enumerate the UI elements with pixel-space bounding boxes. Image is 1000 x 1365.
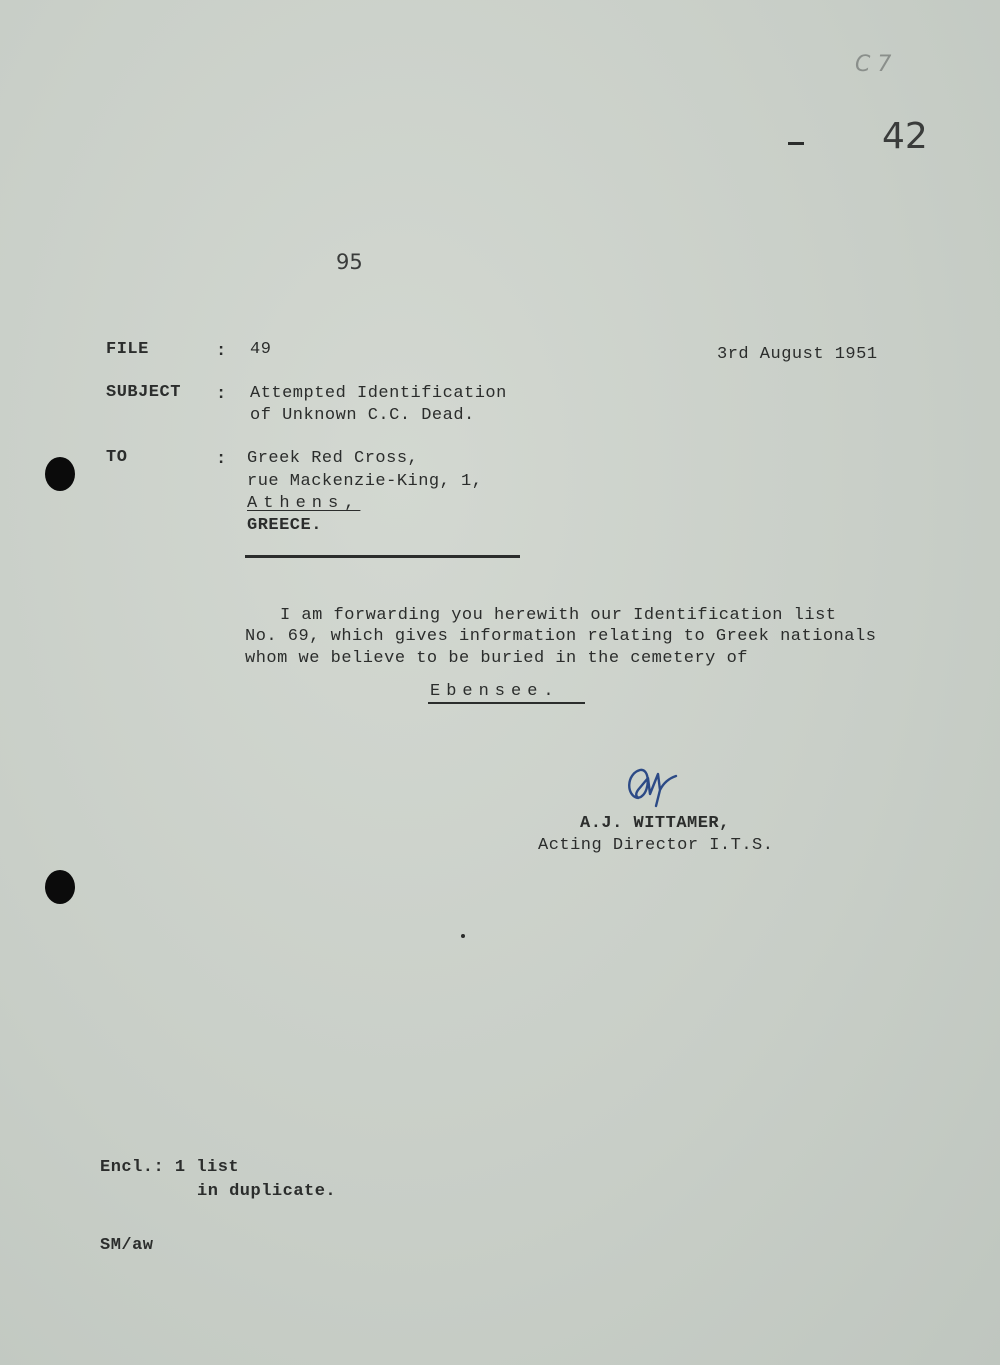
to-separator: :	[216, 450, 227, 469]
signatory-title: Acting Director I.T.S.	[538, 836, 774, 855]
file-separator: :	[216, 342, 227, 361]
punch-hole-top	[45, 457, 75, 491]
to-label: TO	[106, 448, 128, 467]
enclosure-line-1: Encl.: 1 list	[100, 1158, 240, 1177]
letter-date: 3rd August 1951	[717, 345, 878, 364]
subject-label: SUBJECT	[106, 383, 181, 402]
body-line-2: No. 69, which gives information relating to Greek nationals	[245, 627, 877, 646]
file-label: FILE	[106, 340, 149, 359]
address-city: Athens,	[247, 494, 361, 513]
place-underline	[428, 702, 585, 704]
address-line-1: Greek Red Cross,	[247, 449, 419, 468]
corner-note: C 7	[855, 52, 892, 77]
body-line-3: whom we believe to be buried in the cemetery of	[245, 649, 748, 668]
reference-initials: SM/aw	[100, 1236, 154, 1255]
address-rule	[245, 555, 520, 558]
subject-line-2: of Unknown C.C. Dead.	[250, 406, 475, 425]
enclosure-line-2: in duplicate.	[197, 1182, 337, 1201]
signatory-name: A.J. WITTAMER,	[580, 814, 730, 833]
subject-line-1: Attempted Identification	[250, 384, 507, 403]
folio-number: 42	[882, 116, 928, 157]
punch-hole-bottom	[45, 870, 75, 904]
ink-dot	[461, 934, 465, 938]
folio-dash	[788, 142, 804, 145]
file-value: 49	[250, 340, 272, 359]
signature-mark	[620, 760, 690, 810]
address-country: GREECE.	[247, 516, 322, 535]
body-line-1: I am forwarding you herewith our Identification list	[280, 606, 837, 625]
body-place: Ebensee.	[430, 682, 560, 701]
signature-initials	[620, 760, 690, 810]
page-number: 95	[336, 250, 363, 274]
subject-separator: :	[216, 385, 227, 404]
address-line-2: rue Mackenzie-King, 1,	[247, 472, 483, 491]
